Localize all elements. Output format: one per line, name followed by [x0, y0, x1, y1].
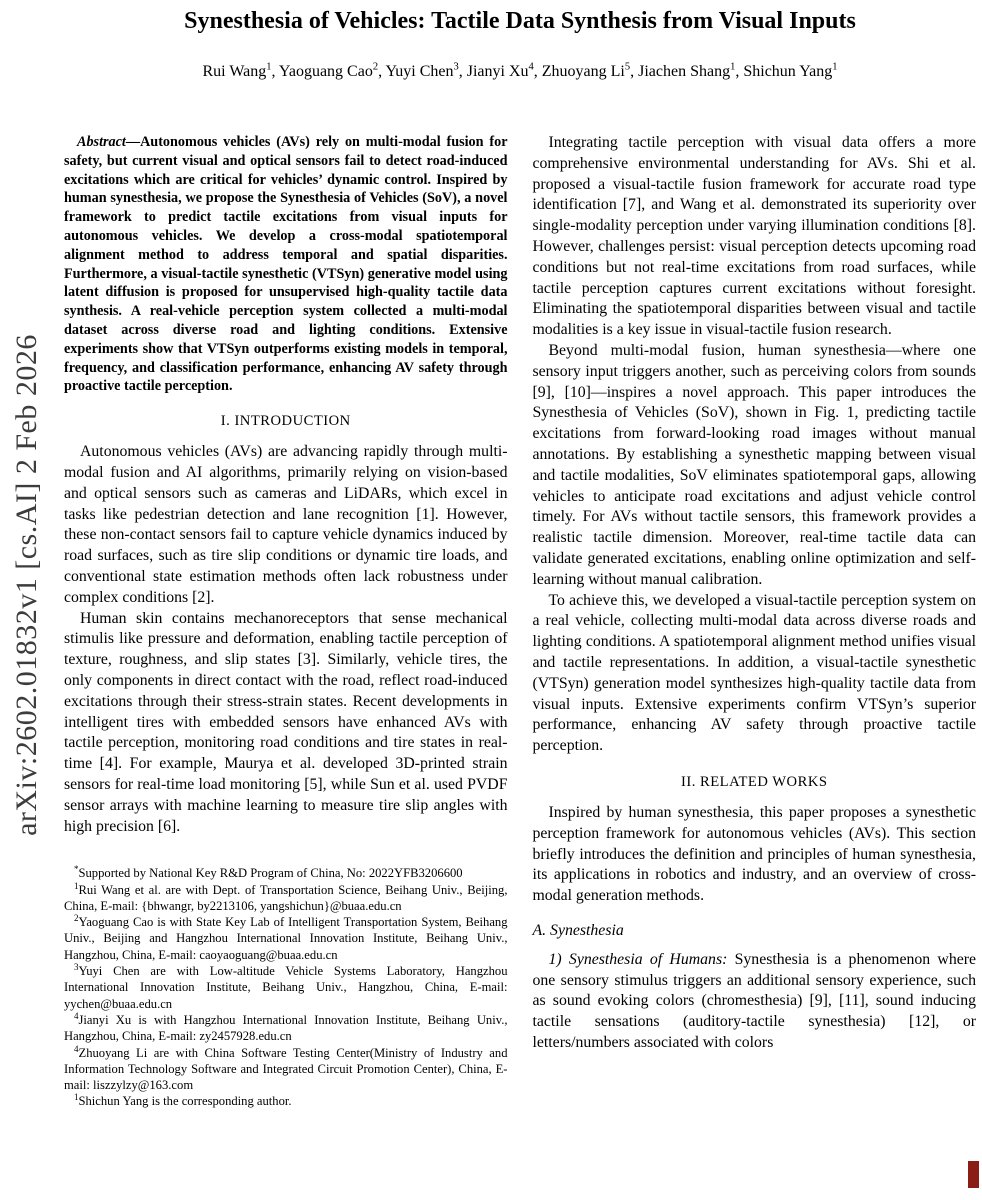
section-heading-introduction: I. INTRODUCTION: [220, 413, 351, 430]
author: [279, 63, 386, 80]
synesthesia-inspiration-paragraph: Beyond multi-modal fusion, human synesthesia—where one sensory input triggers another, such as perceiving colors from sounds [9], [10]—inspires a novel approach. This paper introduces the Synesthesia of Vehicles (SoV), shown in Fig. 1, predicting tactile excitations from forward-looking road images without manual annotations. By establishing a synesthetic mapping between visual and tactile modalities, SoV eliminates spatiotemporal gaps, allowing vehicles to anticipate road excitations and adjust vehicle control timely. For AVs without tactile sensors, this framework provides a realistic tactile dimension. Moreover, real-time tactile data can validate generated excitations, enabling online optimization and self-learning without manual calibration.: [532, 341, 976, 588]
author-name: Yuyi Chen: [385, 63, 454, 80]
author-line: [64, 63, 976, 81]
footnote-marker: 4: [74, 1043, 79, 1054]
author-separator: ,: [458, 63, 467, 80]
author-name: Rui Wang: [202, 63, 267, 80]
footnote-text: Yaoguang Cao is with State Key Lab of Intelligent Transportation System, Beihang Univ., Beijing and Hangzhou International Innovation Institute, Beihang Univ., Hangzhou, China, E-mail: caoyaoguang@buaa.edu.cn: [64, 915, 508, 962]
footnote-marker: 1: [74, 1092, 79, 1103]
author-separator: ,: [735, 63, 744, 80]
right-column: [533, 133, 977, 1110]
author-name: Zhuoyang Li: [541, 63, 625, 80]
author: [638, 63, 743, 80]
two-column-body: [64, 133, 976, 1110]
footnote-marker: 2: [74, 913, 79, 923]
author: [467, 63, 542, 80]
overfull-margin-mark: [968, 1161, 979, 1188]
abstract-text: Autonomous vehicles (AVs) rely on multi-modal fusion for safety, but current visual and optical sensors fail to detect road-induced excitations which are critical for vehicles’ dynamic control. Inspired by human synesthesia, we propose the Synesthesia of Vehicles (SoV), a novel framework to predict tactile excitations from visual inputs for autonomous vehicles. We develop a cross-modal spatiotemporal alignment method to address temporal and spatial disparities. Furthermore, a visual-tactile synesthetic (VTSyn) generative model using latent diffusion is proposed for unsupervised high-quality tactile data synthesis. A real-vehicle perception system collected a multi-modal dataset across diverse road and lighting conditions. Extensive experiments show that VTSyn outperforms existing models in temporal, frequency, and classification performance, enhancing AV safety through proactive tactile perception.: [64, 134, 508, 395]
author-separator: ,: [630, 63, 639, 80]
footnote-text: Shichun Yang is the corresponding author.: [78, 1094, 292, 1109]
author: [542, 63, 638, 80]
footnote-text: Jianyi Xu is with Hangzhou International Innovation Institute, Beihang Univ., Hangzhou, China, E-mail: zy2457928.edu.cn: [64, 1012, 508, 1044]
author-affiliation-sup: 1: [832, 61, 838, 73]
footnote-text: Rui Wang et al. are with Dept. of Transportation Science, Beihang Univ., Beijing, China, E-mail: {bhwangr, by2213106, yangshichun}@buaa.edu.cn: [64, 882, 508, 913]
abstract: [64, 133, 508, 396]
related-works-paragraph: Inspired by human synesthesia, this paper proposes a synesthetic perception framework for autonomous vehicles (AVs). This section briefly introduces the definition and principles of human synesthesia, its applications in robotics and industry, and an overview of cross-modal generation methods.: [532, 803, 976, 905]
author-name: Shichun Yang: [743, 63, 833, 80]
footnote-zhuoyang-li: [64, 1045, 508, 1094]
paragraph-text: Synesthesia is a phenomenon where one sensory stimulus triggers an additional sensory experience, such as sound evoking colors (chromesthesia) [9], [11], sound inducing tactile sensations (auditory-tactile synesthesia) [12], or letters/numbers associated with colors: [532, 950, 976, 1052]
abstract-dash: —: [125, 134, 141, 150]
subsection-heading-synesthesia: A. Synesthesia: [532, 921, 624, 939]
author: [385, 63, 466, 80]
author-affiliation-sup: 4: [528, 61, 534, 73]
author-affiliation-sup: 1: [730, 61, 736, 73]
synesthesia-of-humans-paragraph: [533, 950, 977, 1054]
author-affiliation-sup: 2: [372, 61, 379, 73]
author-affiliation-sup: 5: [624, 61, 631, 73]
fusion-paragraph: Integrating tactile perception with visual data offers a more comprehensive environmental understanding for AVs. Shi et al. proposed a visual-tactile fusion framework for accurate road type identification [7], and Wang et al. demonstrated its superiority over single-modality perception under varying illumination conditions [8]. However, challenges persist: visual perception detects upcoming road conditions but not real-time excitations from road surfaces, while tactile perception captures current excitations without foresight. Eliminating the spatiotemporal disparities between visual and tactile modalities is a key issue in visual-tactile fusion research.: [532, 134, 976, 339]
footnote-yaoguang-cao: [64, 914, 508, 963]
author-separator: ,: [378, 63, 386, 80]
author-separator: ,: [533, 63, 542, 80]
footnotes-block: [64, 865, 508, 1109]
author-affiliation-sup: 1: [266, 61, 272, 73]
intro-paragraph-2: Human skin contains mechanoreceptors that sense mechanical stimulis like pressure and deformation, enabling tactile perception of texture, roughness, and slip states [3]. Similarly, vehicle tires, the only components in direct contact with the road, reflect road-induced excitations through their stress-strain states. Recent developments in intelligent tires with embedded sensors have enhanced AVs with tactile perception, monitoring road conditions and tire states in real-time [4]. For example, Maurya et al. developed 3D-printed strain sensors for real-time load monitoring [5], while Sun et al. used PVDF sensor arrays with machine learning to measure tire slip angles with high precision [6].: [64, 609, 508, 835]
footnote-text: Supported by National Key R&D Program of China, No: 2022YFB3206600: [78, 866, 463, 881]
footnote-marker: 4: [74, 1010, 79, 1021]
author-name: Jianyi Xu: [466, 63, 529, 80]
author-affiliation-sup: 3: [453, 61, 459, 73]
author-name: Yaoguang Cao: [278, 63, 373, 80]
section-heading-related-works: II. RELATED WORKS: [681, 773, 828, 790]
footnote-text: Zhuoyang Li are with China Software Testing Center(Ministry of Industry and Information Technology Software and Integrated Circuit Promotion Center), China, E-mail: liszzylzy@163.com: [64, 1045, 508, 1093]
footnote-supported: [64, 865, 508, 881]
footnote-corresponding-author: [64, 1093, 508, 1109]
paper-title: Synesthesia of Vehicles: Tactile Data Synthesis from Visual Inputs: [184, 8, 856, 34]
paper-header: [64, 8, 976, 81]
arxiv-watermark: arXiv:2602.01832v1 [cs.AI] 2 Feb 2026: [10, 334, 43, 836]
footnote-jianyi-xu: [64, 1012, 508, 1045]
runin-heading-synesthesia-of-humans: 1) Synesthesia of Humans:: [548, 950, 735, 968]
footnote-yuyi-chen: [64, 963, 508, 1012]
intro-paragraph-1: Autonomous vehicles (AVs) are advancing rapidly through multi-modal fusion and AI algorithms, primarily relying on vision-based and optical sensors such as cameras and LiDARs, which excel in tasks like pedestrian detection and lane recognition [1]. However, these non-contact sensors fail to capture vehicle dynamics induced by road surfaces, such as tire slip conditions or dynamic tire loads, and conventional state estimation methods often lack robustness under complex conditions [2].: [64, 443, 508, 606]
footnote-rui-wang: [64, 882, 508, 915]
abstract-label: Abstract: [77, 134, 126, 150]
left-column: [64, 133, 508, 1110]
footnote-marker: 3: [74, 961, 79, 972]
author-name: Jiachen Shang: [638, 63, 731, 80]
footnote-marker: 1: [74, 880, 79, 891]
author: [202, 63, 278, 80]
author: [743, 63, 837, 80]
author-separator: ,: [271, 63, 279, 80]
contribution-paragraph: To achieve this, we developed a visual-tactile perception system on a real vehicle, collecting multi-modal data across diverse roads and lighting conditions. A spatiotemporal alignment method unifies visual and tactile representations. In addition, a visual-tactile synesthetic (VTSyn) generation model synthesizes high-quality tactile data from visual inputs. Extensive experiments confirm VTSyn’s superior performance, enhancing AV safety through proactive tactile perception.: [532, 591, 976, 755]
footnote-marker: *: [74, 864, 79, 875]
footnote-text: Yuyi Chen are with Low-altitude Vehicle Systems Laboratory, Hangzhou International Innovation Institute, Beihang Univ., Hangzhou, China, E-mail: yychen@buaa.edu.cn: [64, 964, 508, 1011]
